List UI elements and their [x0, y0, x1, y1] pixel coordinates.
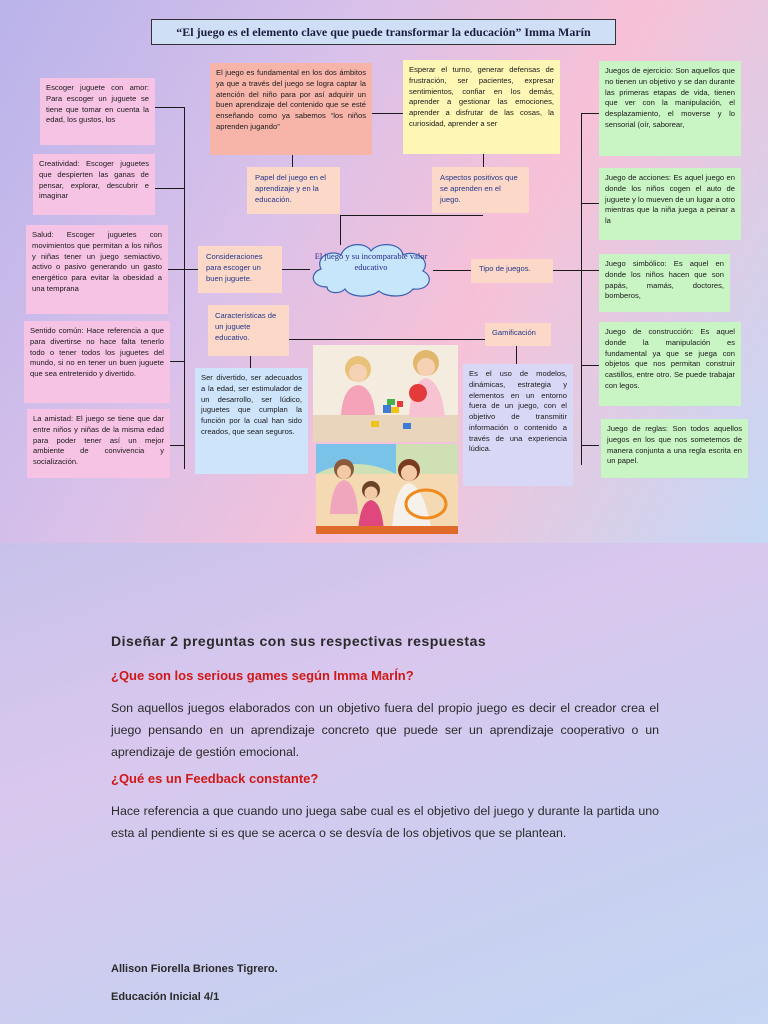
left-box-choose-toy: Escoger juguete con amor: Para escoger un juguete se tiene que tomar en cuenta la edad, los gustos, los — [40, 78, 155, 145]
children-playing-photo — [313, 345, 458, 442]
role-of-play-label: Papel del juego en el aprendizaje y en la educación. — [247, 167, 340, 214]
question-2: ¿Qué es un Feedback constante? — [111, 771, 319, 786]
connector — [340, 215, 483, 216]
question-1: ¿Que son los serious games según Imma MarÍn? — [111, 668, 414, 683]
answer-2: Hace referencia a que cuando uno juega sabe cual es el objetivo del juego y durante la partida uno esta al pendiente si es que se acerca o se desvía de los objetivos que se plantean. — [111, 804, 659, 840]
connector — [250, 356, 251, 368]
connector — [155, 188, 185, 189]
left-box-common-sense: Sentido común: Hace referencia a que para divertirse no hace falta tenerlo todo o tener todos los juguetes del mundo, si no en tener un buen juguete que sea entretenido y divertido. — [24, 321, 170, 403]
map-title: “El juego es el elemento clave que puede transformar la educación” Imma Marín — [151, 19, 616, 45]
right-box-symbolic-games: Juego simbólico: Es aquel en donde los niños hacen que son papás, mamás, doctores, bomberos, — [599, 254, 730, 312]
role-of-play-text: El juego es fundamental en los dos ámbitos ya que a través del juego se logra captar la atención del niño para por así adquirir un buen aprendizaje del contenido que se esté enseñando como ya sabemos “los niños aprenden jugando” — [210, 63, 372, 155]
central-cloud — [305, 239, 437, 299]
answer-1: Son aquellos juegos elaborados con un objetivo fuera del propio juego es decir el creador crea el juego pensando en un aprendizaje concreto que puede ser un aprendizaje cooperativo o un aprendizaje de gestión emocional. — [111, 701, 659, 759]
author-name: Allison Fiorella Briones Tigrero. — [111, 963, 278, 975]
central-topic: El juego y su incomparable valor educativo — [314, 251, 428, 272]
connector — [155, 107, 185, 108]
right-box-exercise-games: Juegos de ejercicio: Son aquellos que no tienen un objetivo y se dan durante las primeras etapas de vida, tienen que ver con la manipulación, el desplazamiento, el moverse y lo sensorial (oír, saborear, — [599, 61, 741, 156]
right-box-rule-games: Juego de reglas: Son todos aquellos juegos en los que nos sometemos de manera conjunta a una regla escrita en un papel. — [601, 419, 748, 478]
connector — [433, 270, 471, 271]
connector — [516, 346, 517, 364]
positive-aspects-text: Esperar el turno, generar defensas de frustración, ser pacientes, expresar sentimientos, confiar en los demás, aprender a gestionar las emociones, aprender a disfrutar de las cosas, la curiosidad, aprender a ser — [403, 60, 560, 154]
left-box-health: Salud: Escoger juguetes con movimientos que permitan a los niños y niñas tener un juego semiactivo, activo o pasivo generando un gasto energético para evitar la obesidad a una temprana — [26, 225, 168, 314]
gamification-text: Es el uso de modelos, dinámicas, estrategia y elementos en un entorno fuera de un juego, con el objetivo de transmitir información o contenido a través de una experiencia lúdica. — [463, 364, 573, 486]
considerations-label: Consideraciones para escoger un buen juguete. — [198, 246, 282, 293]
positive-aspects-label: Aspectos positivos que se aprenden en el juego. — [432, 167, 529, 213]
children-blocks-image — [313, 345, 458, 442]
connector — [170, 445, 185, 446]
teacher-children-photo — [316, 444, 458, 534]
left-connector — [184, 107, 185, 469]
connector — [581, 365, 599, 366]
connector — [581, 113, 599, 114]
right-box-construction-games: Juego de construcción: Es aquel donde la manipulación es fundamental ya que se juega con objetos que nos permitan construir castillos, entre otro. Se puede trabajar con legos. — [599, 322, 741, 406]
right-box-action-games: Juego de acciones: Es aquel juego en donde los niños cogen el auto de juguete y lo mueven de un lugar a otro mientras que la niña juega a peinar a la — [599, 168, 741, 240]
connector — [581, 203, 599, 204]
questions-heading: Diseñar 2 preguntas con sus respectivas respuestas — [111, 633, 487, 649]
characteristics-text: Ser divertido, ser adecuados a la edad, ser estimulador de un desarrollo, ser lúdico, juguetes que cumplan la función por la cual han sido creados, que sean seguros. — [195, 368, 308, 474]
left-box-creativity: Creatividad: Escoger juguetes que despierten las ganas de pensar, explorar, descubrir e imaginar — [33, 154, 155, 215]
characteristics-label: Características de un juguete educativo. — [208, 305, 289, 356]
connector — [581, 445, 599, 446]
connector — [170, 361, 185, 362]
left-box-friendship: La amistad: El juego se tiene que dar entre niños y niñas de la misma edad para poder tener así un mejor ambiente de convivencia y socialización. — [27, 409, 170, 478]
gamification-label: Gamificación — [485, 323, 551, 346]
teacher-children-image — [316, 444, 458, 534]
connector — [553, 270, 599, 271]
game-types-label: Tipo de juegos. — [471, 259, 553, 283]
right-connector — [581, 113, 582, 465]
connector — [288, 339, 486, 340]
connector — [168, 269, 198, 270]
course-name: Educación Inicial 4/1 — [111, 991, 220, 1003]
